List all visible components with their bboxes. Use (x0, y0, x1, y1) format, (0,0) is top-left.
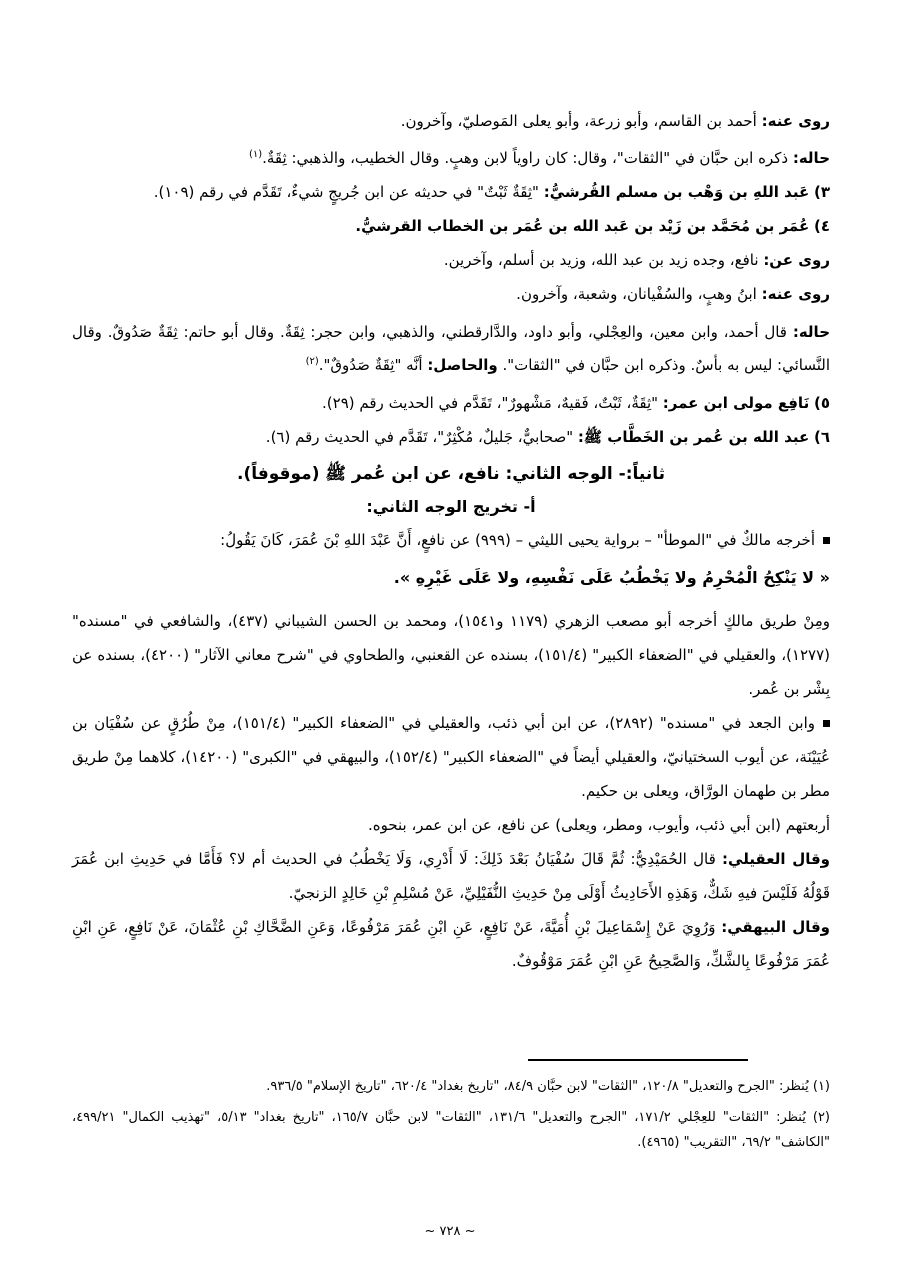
footnote-1: (١) يُنظر: "الجرح والتعديل" ١٢٠/٨، "الثقات" لابن حبَّان ٨٤/٩، "تاريخ بغداد" ٦٢٠/٤، "تاريخ الإسلام" ٩٣٦/٥. (266, 1079, 830, 1094)
text: قال الحُمَيْدِيُّ: ثُمَّ قَالَ سُفْيَانُ بَعْدَ ذَلِكَ: لَا أَدْرِي، وَلَا يَخْطُبُ في الحديث أم لا؟ فَأَمَّا في حَدِيثِ ابن عُمَرَ قَوْلُهُ فَلَيْسَ فيهِ شَكٌّ، وَهَذِهِ الأَحَادِيثُ أَوْلَى مِنْ حَدِيثِ النُّفَيْلِيِّ، عَنْ مُسْلِمِ بْنِ خَالِدٍ الزنجيّ. (72, 850, 830, 902)
text: أنَّه "ثِقَةٌ صَدُوقٌ". (318, 356, 428, 374)
narrator-name: عبد الله بن عُمر بن الخَطَّاب ﷺ: (577, 428, 810, 446)
paragraph-6 (72, 910, 830, 978)
section-heading-second-aspect: ثانياً:- الوجه الثاني: نافع، عن ابن عُمر ﷺ (موقوفاً). (236, 464, 665, 484)
label: حاله: (792, 149, 830, 167)
label: روى عنه: (761, 285, 830, 303)
narrators-from-line-2 (72, 283, 830, 305)
paragraph-4: أربعتهم (ابن أبي ذئب، وأيوب، ومطر، ويعلى) عن نافع، عن ابن عمر، بنحوه. (367, 816, 830, 834)
label-conclusion: والحاصل: (427, 356, 498, 374)
bullet-icon (823, 537, 830, 544)
item-number: ٤) (813, 217, 830, 235)
hadith-quote: « لا يَنْكِحُ الْمُحْرِمُ ولا يَخْطُبُ عَلَى نَفْسِهِ، ولا عَلَى غَيْرِهِ ». (393, 568, 830, 587)
text: "صحابيٌّ، جَليلٌ، مُكْثِرٌ"، تَقَدَّم في الحديث رقم (٦). (265, 428, 578, 446)
text: أحمد بن القاسم، وأبو زرعة، وأبو يعلى المَوصليّ، وآخرون. (400, 112, 762, 130)
text: "ثِقَةٌ ثَبْتٌ" في حديثه عن ابن جُريجٍ شيءٌ، تَقَدَّم في رقم (١٠٩). (153, 183, 544, 201)
footnote-divider (528, 1059, 748, 1061)
status-line-2 (72, 317, 830, 380)
text: "ثِقَةٌ، ثَبْتٌ، فَقيهٌ، مَشْهورٌ"، تَقَدَّم في الحديث رقم (٢٩). (322, 394, 663, 412)
narrator-3 (72, 181, 830, 203)
item-number: ٣) (813, 183, 830, 201)
narrator-4 (72, 215, 830, 237)
text: وَرُوِيَ عَنْ إِسْمَاعِيلَ بْنِ أُمَيَّةَ، عَنْ نَافِعٍ، عَنِ ابْنِ عُمَرَ مَرْفُوعًا، وَعَنِ الضَّحَّاكِ بْنِ عُثْمَانَ، عَنْ نَافِعٍ، عَنِ ابْنِ عُمَرَ مَرْفُوعًا بِالشَّكِّ، وَالصَّحِيحُ عَنِ ابْنِ عُمَرَ مَوْقُوفٌ. (72, 918, 830, 970)
text: نافع، وجده زيد بن عبد الله، وزيد بن أسلم، وآخرين. (443, 251, 764, 269)
narrator-name: عَبد اللهِ بن وَهْب بن مسلم القُرشيُّ: (543, 183, 810, 201)
label: وقال البيهقي: (721, 918, 830, 936)
label: روى عن: (763, 251, 830, 269)
narrator-5 (72, 392, 830, 414)
bullet-icon (823, 720, 830, 727)
paragraph-5 (72, 842, 830, 910)
narrator-name: عُمَر بن مُحَمَّد بن زَيْد بن عَبد الله بن عُمَر بن الخطاب القرشيُّ. (355, 217, 810, 235)
narrators-from-line (72, 110, 830, 132)
item-number: ٦) (813, 428, 830, 446)
narrator-6 (72, 426, 830, 448)
narrator-name: نَافِع مولى ابن عمر: (662, 394, 810, 412)
paragraph-1 (72, 528, 830, 552)
paragraph-2: ومِنْ طريق مالكٍ أخرجه أبو مصعب الزهري (١١٧٩ و١٥٤١)، ومحمد بن الحسن الشيباني (٤٣٧)، والشافعي في "مسنده" (١٢٧٧)، والعقيلي في "الضعفاء الكبير" (١٥١/٤)، بسنده عن القعنبي، والطحاوي في "شرح معاني الآثار" (٤٢٠٠)، بسنده عن بِشْر بن عُمر. (72, 612, 831, 698)
label: حاله: (792, 323, 830, 341)
footnotes (72, 1074, 830, 1161)
text: وابن الجعد في "مسنده" (٢٨٩٢)، عن ابن أبي ذئب، والعقيلي في "الضعفاء الكبير" (١٥١/٤)، مِنْ طُرُقٍ عن سُفْيَان بن عُيَيْنَة، عن أيوب السختيانيّ، والعقيلي أيضاً في "الضعفاء الكبير" (١٥٢/٤)، والبيهقي في "الكبرى" (١٤٢٠٠)، كلاهما مِنْ طريق مطر بن طهمان الورَّاق، ويعلى بن حكيم. (72, 714, 831, 800)
text: قال أحمد، وابن معين، والعِجْلي، وأبو داود، والدَّارقطني، والذهبي، وابن حجر: ثِقَةٌ. وقال أبو حاتم: ثِقَةٌ صَدُوقٌ. وقال النَّسائي: ليس به بأسٌ. وذكره ابن حبَّان في "الثقات". (72, 323, 830, 374)
footnote-2: (٢) يُنظر: "الثقات" للعِجْلي ١٧١/٢، "الجرح والتعديل" ١٣١/٦، "الثقات" لابن حبَّان ١٦٥/٧، "تاريخ بغداد" ٥/١٣، "تهذيب الكمال" ٤٩٩/٢١، "الكاشف" ٦٩/٢، "التقريب" (٤٩٦٥). (72, 1110, 830, 1150)
narrated-from-line (72, 249, 830, 271)
page-number: ~ ٧٢٨ ~ (424, 1224, 476, 1239)
subsection-heading-takhrij: أ- تخريج الوجه الثاني: (366, 497, 536, 516)
text: ذكره ابن حبَّان في "الثقات"، وقال: كان راوياً لابن وهبٍ. وقال الخطيب، والذهبي: ثِقَةٌ. (262, 149, 793, 167)
status-line (72, 144, 830, 169)
label: روى عنه: (761, 112, 830, 130)
footnote-ref-1[interactable]: (١) (248, 149, 263, 160)
item-number: ٥) (813, 394, 830, 412)
paragraph-3 (72, 706, 830, 808)
text: أخرجه مالكٌ في "الموطأ" – برواية يحيى الليثي – (٩٩٩) عن نافعٍ، أَنَّ عَبْدَ اللهِ بْنَ عُمَرَ، كَانَ يَقُولُ: (220, 531, 815, 549)
text: ابنُ وهبٍ، والسُفْيانان، وشعبة، وآخرون. (516, 285, 762, 303)
footnote-ref-2[interactable]: (٢) (305, 356, 319, 367)
label: وقال العقيلي: (722, 850, 830, 868)
